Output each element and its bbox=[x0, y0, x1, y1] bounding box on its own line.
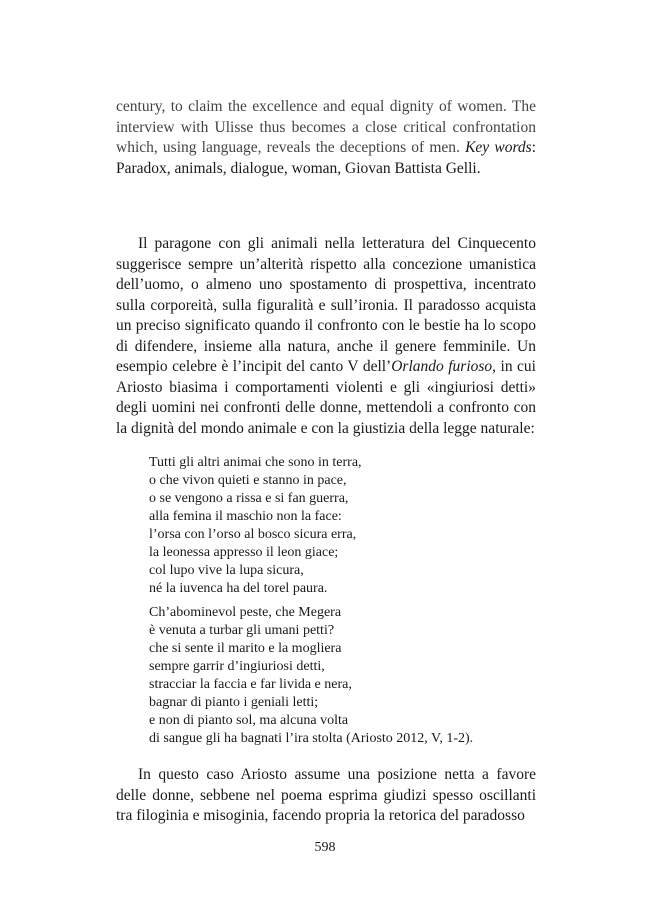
verse-line: né la iuvenca ha del torel paura. bbox=[149, 581, 328, 596]
abstract-lines: century, to claim the excellence and equal dignity of women. The interview with Ulisse thus becomes a close critical confrontation which, using language, reveals the deceptions of men. bbox=[116, 98, 536, 156]
paragraph-1-before: Il paragone con gli animali nella letteratura del Cinquecento suggerisce sempre un’alterità rispetto alla concezione umanistica dell’uomo, o almeno uno spostamento di prospettiva, incentrato sulla corporeità, sulla figuralità e sull’ironia. Il paradosso acquista un preciso significato quando il confronto con le bestie ha lo scopo di difendere, insieme alla natura, anche il genere femminile. Un esempio celebre è l’incipit del canto V dell’ bbox=[116, 235, 536, 375]
verse-line: e non di pianto sol, ma alcuna volta bbox=[149, 713, 349, 728]
paragraph-1 bbox=[116, 234, 536, 439]
verse-line: o che vivon quieti e stanno in pace, bbox=[149, 473, 347, 488]
abstract-text bbox=[116, 97, 536, 179]
verse-line: l’orsa con l’orso al bosco sicura erra, bbox=[149, 527, 357, 542]
verse-line: col lupo vive la lupa sicura, bbox=[149, 563, 304, 578]
verse-line: bagnar di pianto i geniali letti; bbox=[149, 695, 319, 710]
paragraph-2 bbox=[116, 765, 536, 827]
verse-line: stracciar la faccia e far livida e nera, bbox=[149, 677, 352, 692]
verse-line: è venuta a turbar gli umani petti? bbox=[149, 623, 335, 638]
verse-line: la leonessa appresso il leon giace; bbox=[149, 545, 339, 560]
verse-line: Tutti gli altri animai che sono in terra, bbox=[149, 455, 362, 470]
paragraph-1-text bbox=[116, 234, 536, 439]
paragraph-1-after: , in cui Ariosto biasima i comportamenti violenti e gli «ingiuriosi detti» degli uomini nei confronti delle donne, mettendoli a confronto con la dignità del mondo animale e con la giustizia della legge naturale: bbox=[116, 358, 536, 437]
page-number: 598 bbox=[314, 840, 336, 855]
work-title: Orlando furioso bbox=[391, 358, 493, 375]
keywords-text: : Paradox, animals, dialogue, woman, Giovan Battista Gelli. bbox=[116, 139, 536, 177]
verse-stanza-2 bbox=[149, 604, 529, 748]
keywords-label: Key words bbox=[465, 139, 532, 156]
verse-stanza-1 bbox=[149, 454, 529, 598]
abstract-block bbox=[116, 97, 536, 179]
verse-line: di sangue gli ha bagnati l’ira stolta (Ariosto 2012, V, 1-2). bbox=[149, 731, 474, 746]
verse-line: o se vengono a rissa e si fan guerra, bbox=[149, 491, 349, 506]
verse-line: che si sente il marito e la mogliera bbox=[149, 641, 342, 656]
verse-line: sempre garrir d’ingiuriosi detti, bbox=[149, 659, 325, 674]
verse-line: Ch’abominevol peste, che Megera bbox=[149, 605, 342, 620]
verse-line: alla femina il maschio non la face: bbox=[149, 509, 342, 524]
paragraph-2-text: In questo caso Ariosto assume una posizione netta a favore delle donne, sebbene nel poema esprima giudizi spesso oscillanti tra filoginia e misoginia, facendo propria la retorica del paradosso bbox=[116, 766, 536, 824]
